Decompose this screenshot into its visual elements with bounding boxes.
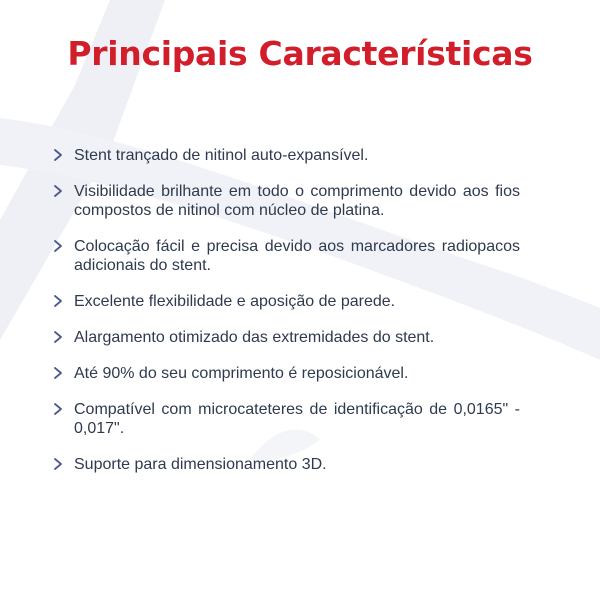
list-item [50,182,520,220]
feature-text: Compatível com microcateteres de identificação de 0,0165" - 0,017". [74,401,520,437]
feature-list [50,146,520,491]
list-item [50,146,520,165]
feature-text: Excelente flexibilidade e aposição de parede. [74,293,396,310]
chevron-right-icon [52,239,64,253]
list-item [50,455,520,474]
feature-text: Visibilidade brilhante em todo o comprimento devido aos fios compostos de nitinol com núcleo de platina. [74,183,520,219]
chevron-right-icon [52,148,64,162]
feature-text: Até 90% do seu comprimento é reposicionável. [74,365,409,382]
feature-text: Colocação fácil e precisa devido aos marcadores radiopacos adicionais do stent. [74,238,520,274]
chevron-right-icon [52,184,64,198]
list-item [50,400,520,438]
chevron-right-icon [52,330,64,344]
chevron-right-icon [52,402,64,416]
list-item [50,328,520,347]
feature-text: Stent trançado de nitinol auto-expansível. [74,147,369,164]
feature-text: Alargamento otimizado das extremidades do stent. [74,329,435,346]
chevron-right-icon [52,366,64,380]
list-item [50,292,520,311]
page-title: Principais Características [67,34,533,73]
list-item [50,237,520,275]
chevron-right-icon [52,457,64,471]
list-item [50,364,520,383]
chevron-right-icon [52,294,64,308]
feature-text: Suporte para dimensionamento 3D. [74,456,327,473]
